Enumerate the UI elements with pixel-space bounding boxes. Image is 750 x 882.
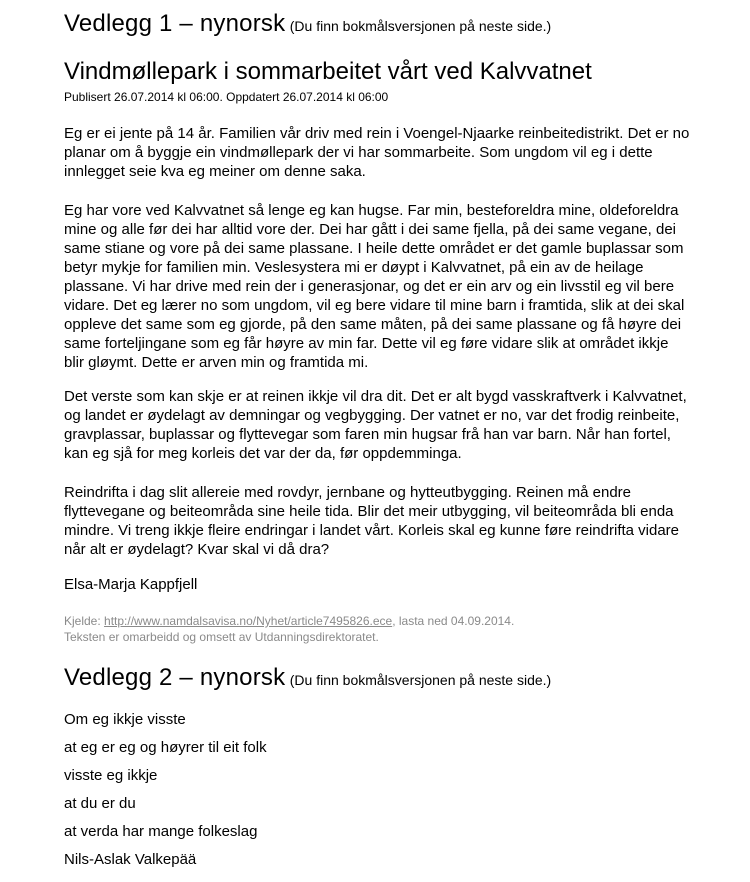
article-paragraph-1: Eg er ei jente på 14 år. Familien vår driv med rein i Voengel-Njaarke reinbeitedistrikt. Det er no planar om å byggje ein vindmøllepark der vi har sommarbeite. Som ungdom vil eg i dette innlegget seie kva eg meiner om denne saka. bbox=[64, 125, 690, 180]
poem-line: at eg er eg og høyrer til eit folk bbox=[64, 739, 267, 756]
article-title: Vindmøllepark i sommarbeitet vårt ved Kalvvatnet bbox=[64, 58, 592, 85]
article-author: Elsa-Marja Kappfjell bbox=[64, 576, 198, 593]
poem-line: Om eg ikkje visste bbox=[64, 711, 186, 728]
appendix1-note: (Du finn bokmålsversjonen på neste side.) bbox=[289, 18, 552, 34]
appendix1-title: Vedlegg 1 – nynorsk bbox=[64, 10, 286, 37]
article-source bbox=[64, 613, 514, 645]
source-note: Teksten er omarbeidd og omsett av Utdanningsdirektoratet. bbox=[64, 630, 379, 644]
poem-author: Nils-Aslak Valkepää bbox=[64, 851, 197, 868]
source-suffix: , lasta ned 04.09.2014. bbox=[392, 614, 515, 628]
appendix2-title: Vedlegg 2 – nynorsk bbox=[64, 664, 286, 691]
article-paragraph-2: Eg har vore ved Kalvvatnet så lenge eg kan hugse. Far min, besteforeldra mine, oldeforeldra mine og alle før dei har alltid vore der. Dei har gått i dei same fjella, på dei same vegane, dei same stiane og vore på dei same plassane. I heile dette området er det gamle buplassar som betyr mykje for familien min. Veslesystera mi er døypt i Kalvvatnet, på ein av de heilage plassane. Vi har drive med rein der i generasjonar, og det er ein arv og ein livsstil eg vil bere vidare. Det eg lærer no som ungdom, vil eg bere vidare til mine barn i framtida, slik at dei skal oppleve det same som eg gjorde, på den same måten, på dei same plassane og få høyre dei same forteljingane som eg får høyre av min far. Dette vil eg føre vidare slik at området ikkje blir gløymt. Dette er arven min og framtida mi. bbox=[64, 202, 685, 371]
appendix2-heading bbox=[64, 664, 551, 692]
article-paragraph-3: Det verste som kan skje er at reinen ikkje vil dra dit. Det er alt bygd vasskraftverk i Kalvvatnet, og landet er øydelagt av demningar og vegbygging. Der vatnet er no, var det frodig reinbeite, gravplassar, buplassar og flyttevegar som faren min hugsar frå han var barn. Når han fortel, kan eg sjå for meg korleis det var der da, før oppdemminga. bbox=[64, 388, 687, 462]
article-paragraph-4: Reindrifta i dag slit allereie med rovdyr, jernbane og hytteutbygging. Reinen må endre flyttevegane og beiteområda sine heile tida. Blir det meir utbygging, vil beiteområda bli enda mindre. Vi treng ikkje fleire endringar i landet vårt. Korleis skal eg kunne føre reindrifta vidare når alt er øydelagt? Kvar skal vi då dra? bbox=[64, 484, 680, 558]
poem-line: at du er du bbox=[64, 795, 136, 812]
appendix2-note: (Du finn bokmålsversjonen på neste side.) bbox=[289, 672, 552, 688]
source-link[interactable]: http://www.namdalsavisa.no/Nyhet/article7495826.ece bbox=[104, 614, 393, 628]
appendix1-heading bbox=[64, 10, 551, 38]
poem-line: visste eg ikkje bbox=[64, 767, 158, 784]
article-meta: Publisert 26.07.2014 kl 06:00. Oppdatert 26.07.2014 kl 06:00 bbox=[64, 90, 389, 104]
source-prefix: Kjelde: bbox=[64, 614, 105, 628]
poem-line: at verda har mange folkeslag bbox=[64, 823, 258, 840]
